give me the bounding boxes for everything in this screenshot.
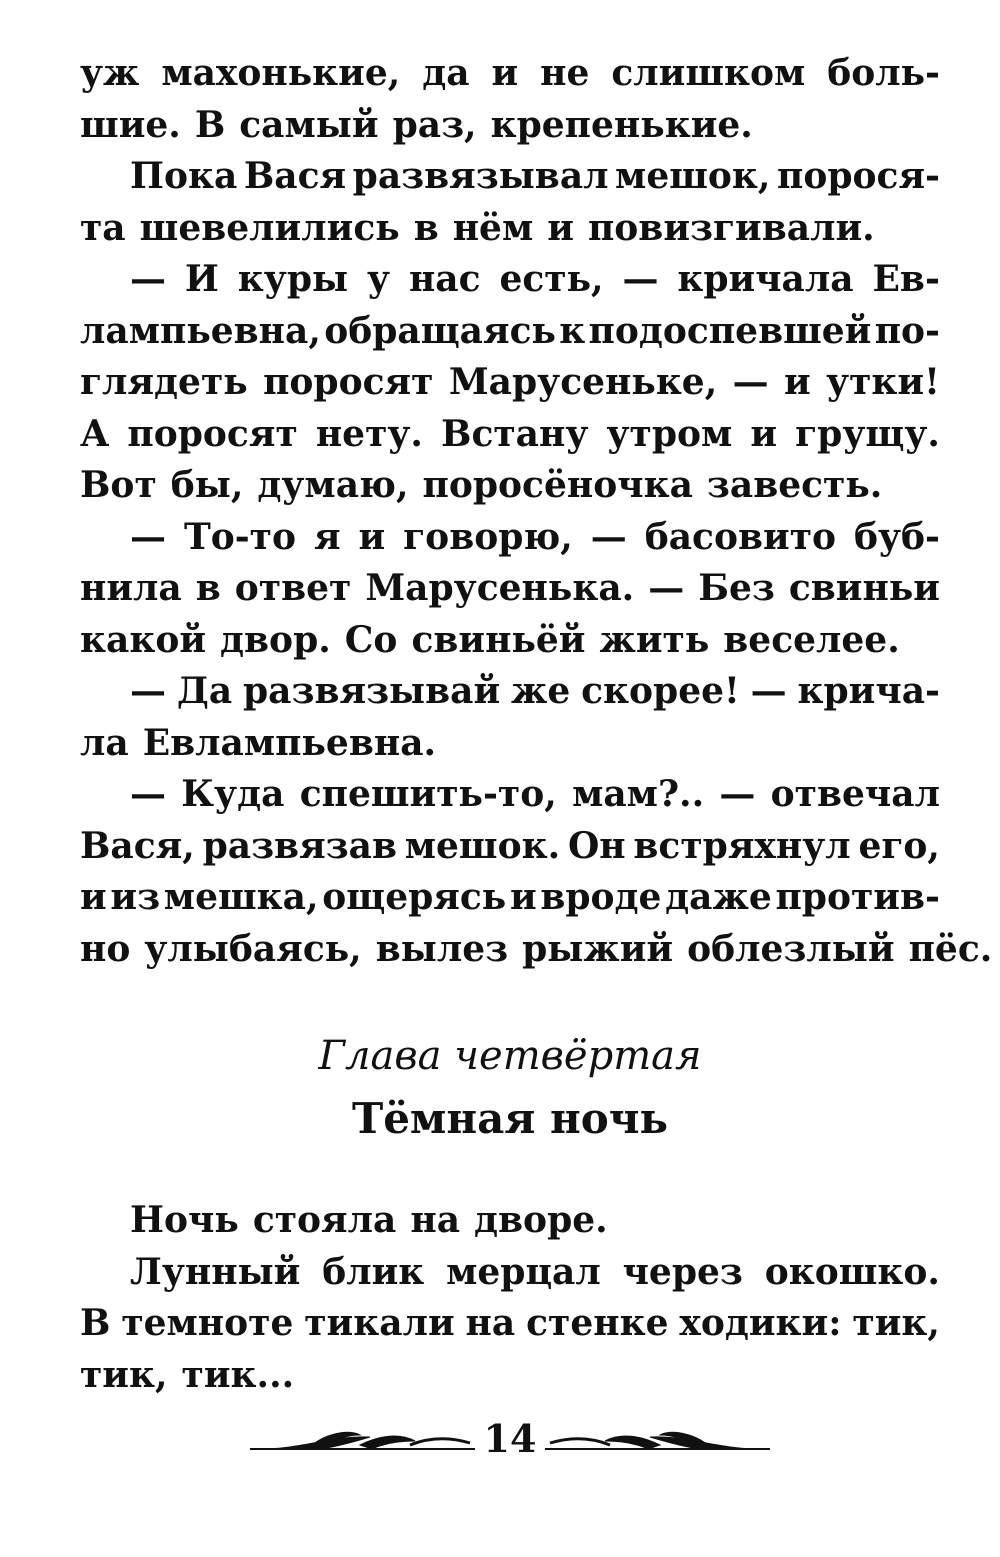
text-line: лампьевна, обращаясь к подоспевшей по-	[80, 309, 940, 352]
text-line: Ночь стояла на дворе.	[130, 1199, 608, 1241]
chapter-number: Глава четвёртая	[318, 1033, 702, 1079]
text-line: но улыбаясь, вылез рыжий облезлый пёс.	[80, 927, 993, 970]
page-number: 14	[483, 1416, 537, 1461]
text-line: Вот бы, думаю, поросёночка завесть.	[80, 464, 883, 506]
text-line: А поросят нету. Встану утром и грущу.	[80, 412, 940, 455]
chapter-title: Тёмная ночь	[351, 1094, 669, 1143]
chapter-text	[80, 1195, 940, 1401]
text-line: тик, тик...	[80, 1353, 295, 1396]
text-line: ла Евлампьевна.	[80, 721, 437, 764]
text-line: — То-то я и говорю, — басовито буб-	[130, 515, 940, 558]
text-line: Пока Вася развязывал мешок, порося-	[130, 155, 940, 197]
body-text	[80, 48, 993, 975]
text-line: глядеть поросят Марусеньке, — и утки!	[80, 361, 940, 403]
text-line: шие. В самый раз, крепенькие.	[80, 103, 753, 146]
text-line: — Куда спешить-то, мам?.. — отвечал	[130, 773, 940, 815]
text-line: Лунный блик мерцал через окошко.	[130, 1250, 940, 1293]
page-footer	[240, 1415, 780, 1465]
text-line: и из мешка, ощерясь и вроде даже против-	[80, 876, 940, 918]
text-line: уж махонькие, да и не слишком боль-	[80, 52, 940, 94]
text-line: Вася, развязав мешок. Он встряхнул его,	[80, 824, 940, 867]
text-line: какой двор. Со свиньёй жить веселее.	[80, 618, 900, 661]
text-line: — Да развязывай же скорее! — крича-	[130, 670, 940, 712]
text-line: — И куры у нас есть, — кричала Ев-	[130, 258, 940, 300]
text-line: та шевелились в нём и повизгивали.	[80, 206, 875, 249]
text-line: В темноте тикали на стенке ходики: тик,	[80, 1302, 940, 1344]
text-line: нила в ответ Марусенька. — Без свиньи	[80, 567, 940, 609]
